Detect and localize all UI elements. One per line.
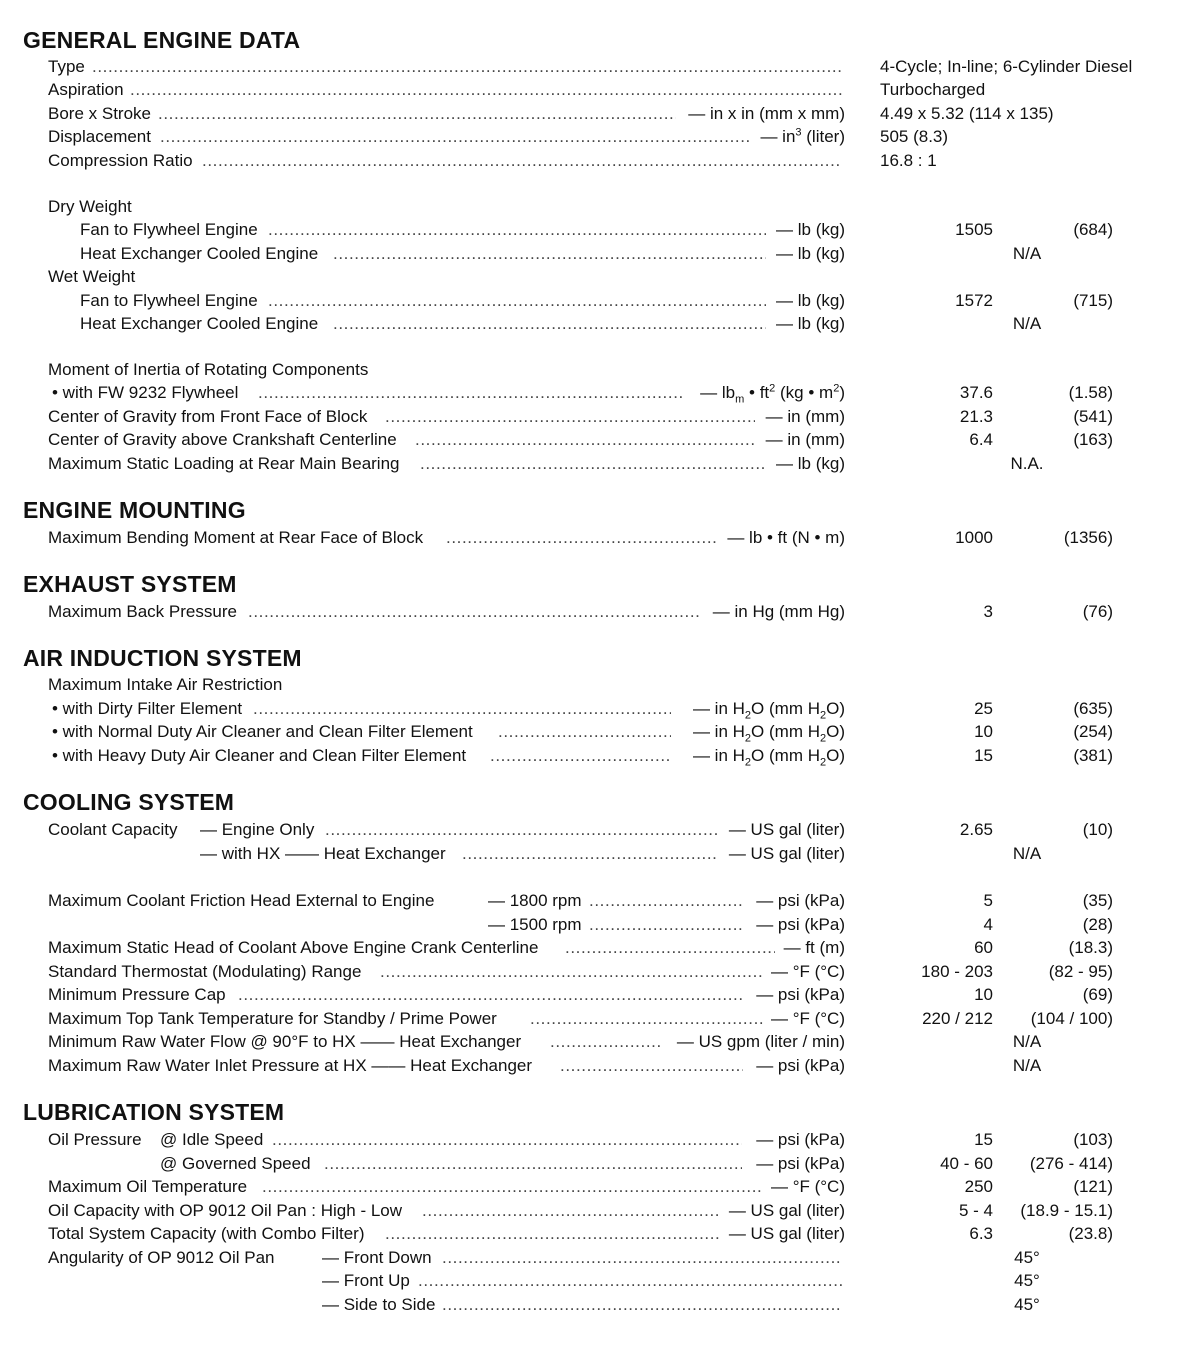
thermostat-label: Standard Thermostat (Modulating) Range [48,962,362,981]
normal-duty-metric: (254) [1073,722,1113,741]
cg-above-label: Center of Gravity above Crankshaft Centerline [48,430,397,449]
row-compression [0,150,1180,174]
row-angularity-front-up [0,1270,1180,1294]
wet-weight-label: Wet Weight [48,267,136,286]
row-bore-stroke [0,103,1180,127]
leader-dots [422,1200,719,1222]
row-moi-heading [0,359,1180,383]
leader-dots [385,406,755,428]
row-angularity-side [0,1294,1180,1318]
wet-hx-unit: — lb (kg) [776,314,845,333]
dry-hx-label: Heat Exchanger Cooled Engine [80,244,319,263]
leader-dots [333,313,766,335]
leader-dots [589,914,742,936]
oil-temp-unit: — °F (°C) [770,1177,845,1196]
bore-unit: — in x in (mm x mm) [688,104,845,123]
heavy-duty-label: • with Heavy Duty Air Cleaner and Clean Filter Element [52,746,467,765]
leader-dots [385,1223,719,1245]
bending-value: 1000 [955,528,993,547]
section-heading-lube: LUBRICATION SYSTEM [23,1099,285,1125]
front-down-label: — Front Down [322,1248,432,1267]
row-back-pressure [0,601,1180,625]
row-displacement [0,126,1180,150]
coolant-capacity-label: Coolant Capacity [48,820,178,839]
engine-only-label: — Engine Only [200,820,315,839]
oil-capacity-label: Oil Capacity with OP 9012 Oil Pan : High - Low [48,1201,403,1220]
front-down-value: 45° [1014,1248,1040,1267]
back-pressure-unit: — in Hg (mm Hg) [712,602,845,621]
cg-above-unit: — in (mm) [765,430,845,449]
row-static-loading [0,453,1180,477]
governed-speed-metric: (276 - 414) [1029,1154,1113,1173]
heavy-duty-unit: — in $H_2O$ (mm $H_2O$) [692,746,845,769]
leader-dots [498,721,671,743]
friction-1500-metric: (28) [1082,915,1113,934]
leader-dots [530,1008,763,1030]
displacement-value: 505 (8.3) [880,127,949,146]
leader-dots [333,243,766,265]
leader-dots [442,1294,842,1316]
heavy-duty-value: 15 [974,746,993,765]
normal-duty-unit: — in $H_2O$ (mm $H_2O$) [692,722,845,745]
row-dry-fan [0,219,1180,243]
raw-water-flow-unit: — US gpm (liter / min) [676,1032,845,1051]
type-value: 4-Cycle; In-line; 6-Cylinder Diesel [880,57,1133,76]
row-dry-weight [0,196,1180,220]
compression-value: 16.8 : 1 [880,151,937,170]
leader-dots [92,56,842,78]
row-bending-moment [0,527,1180,551]
dirty-filter-unit: — in $H_2O$ (mm $H_2O$) [692,699,845,722]
row-oil-temp [0,1176,1180,1200]
raw-water-flow-label: Minimum Raw Water Flow @ 90°F to HX —— Heat Exchanger [48,1032,522,1051]
top-tank-label: Maximum Top Tank Temperature for Standby / Prime Power [48,1009,497,1028]
leader-dots [490,745,671,767]
normal-duty-value: 10 [974,722,993,741]
section-heading-general: GENERAL ENGINE DATA [23,27,301,53]
raw-water-flow-value: N/A [1012,1032,1042,1051]
total-capacity-unit: — US gal (liter) [728,1224,845,1243]
back-pressure-label: Maximum Back Pressure [48,602,237,621]
leader-dots [550,1031,662,1053]
row-dry-hx [0,243,1180,267]
static-head-unit: — ft (m) [783,938,845,957]
normal-duty-label: • with Normal Duty Air Cleaner and Clean Filter Element [52,722,473,741]
top-tank-metric: (104 / 100) [1030,1009,1113,1028]
engine-only-metric: (10) [1082,820,1113,839]
row-oil-governed [0,1153,1180,1177]
row-pressure-cap [0,984,1180,1008]
intake-restriction-label: Maximum Intake Air Restriction [48,675,283,694]
dry-fan-metric: (684) [1073,220,1113,239]
leader-dots [253,698,671,720]
total-capacity-metric: (23.8) [1068,1224,1113,1243]
engine-only-unit: — US gal (liter) [728,820,845,839]
leader-dots [462,843,719,865]
leader-dots [272,1129,742,1151]
oil-temp-value: 250 [964,1177,993,1196]
side-to-side-value: 45° [1014,1295,1040,1314]
row-heavy-duty [0,745,1180,769]
oil-capacity-value: 5 - 4 [958,1201,993,1220]
dry-fan-label: Fan to Flywheel Engine [80,220,258,239]
total-capacity-label: Total System Capacity (with Combo Filter) [48,1224,365,1243]
bending-unit: — lb • ft (N • m) [727,528,845,547]
leader-dots [268,290,766,312]
row-total-capacity [0,1223,1180,1247]
dry-fan-unit: — lb (kg) [776,220,845,239]
cg-above-metric: (163) [1073,430,1113,449]
cg-front-metric: (541) [1073,407,1113,426]
with-hx-unit: — US gal (liter) [728,844,845,863]
type-label: Type [48,57,85,76]
front-up-value: 45° [1014,1271,1040,1290]
dry-hx-unit: — lb (kg) [776,244,845,263]
row-aspiration [0,79,1180,103]
bore-value: 4.49 x 5.32 (114 x 135) [880,104,1054,123]
leader-dots [238,984,743,1006]
row-oil-idle [0,1129,1180,1153]
row-thermostat [0,961,1180,985]
raw-water-pressure-unit: — psi (kPa) [756,1056,845,1075]
row-oil-capacity [0,1200,1180,1224]
compression-label: Compression Ratio [48,151,193,170]
friction-head-label: Maximum Coolant Friction Head External to Engine [48,891,435,910]
bore-label: Bore x Stroke [48,104,151,123]
aspiration-label: Aspiration [48,80,124,99]
wet-hx-value: N/A [1012,314,1042,333]
oil-capacity-metric: (18.9 - 15.1) [1020,1201,1113,1220]
cg-front-value: 21.3 [959,407,993,426]
row-friction-1500 [0,914,1180,938]
row-friction-1800 [0,890,1180,914]
row-wet-weight [0,266,1180,290]
pressure-cap-metric: (69) [1082,985,1113,1004]
leader-dots [325,819,719,841]
row-normal-duty [0,721,1180,745]
leader-dots [565,937,775,959]
row-cg-front [0,406,1180,430]
section-heading-air: AIR INDUCTION SYSTEM [23,645,302,671]
row-intake-restriction [0,674,1180,698]
wet-fan-label: Fan to Flywheel Engine [80,291,258,310]
moi-unit: — $lb_m$ • $ft^2$ (kg • $m^2$) [700,382,845,406]
idle-speed-value: 15 [974,1130,993,1149]
leader-dots [258,382,682,404]
leader-dots [324,1153,742,1175]
row-coolant-engine-only [0,819,1180,843]
back-pressure-value: 3 [983,602,993,621]
oil-temp-metric: (121) [1073,1177,1113,1196]
aspiration-value: Turbocharged [880,80,986,99]
section-heading-exhaust: EXHAUST SYSTEM [23,571,237,597]
top-tank-value: 220 / 212 [922,1009,993,1028]
moi-value: 37.6 [959,383,993,402]
row-raw-water-pressure [0,1055,1180,1079]
friction-1800-label: — 1800 rpm [488,891,582,910]
friction-1800-unit: — psi (kPa) [756,891,845,910]
moi-fw-label: • with FW 9232 Flywheel [52,383,239,402]
front-up-label: — Front Up [322,1271,410,1290]
leader-dots [158,103,676,125]
raw-water-pressure-value: N/A [1012,1056,1042,1075]
oil-pressure-label: Oil Pressure [48,1130,142,1149]
governed-speed-label: @ Governed Speed [160,1154,311,1173]
wet-fan-metric: (715) [1073,291,1113,310]
leader-dots [589,890,742,912]
bending-metric: (1356) [1063,528,1113,547]
row-static-head [0,937,1180,961]
friction-1800-value: 5 [983,891,993,910]
oil-capacity-unit: — US gal (liter) [728,1201,845,1220]
with-hx-label: — with HX —— Heat Exchanger [200,844,446,863]
pressure-cap-label: Minimum Pressure Cap [48,985,226,1004]
with-hx-value: N/A [1012,844,1042,863]
wet-fan-unit: — lb (kg) [776,291,845,310]
section-heading-cooling: COOLING SYSTEM [23,789,235,815]
static-head-label: Maximum Static Head of Coolant Above Engine Crank Centerline [48,938,539,957]
leader-dots [160,126,752,148]
static-head-value: 60 [974,938,993,957]
cg-above-value: 6.4 [969,430,993,449]
thermostat-unit: — °F (°C) [770,962,845,981]
thermostat-value: 180 - 203 [921,962,993,981]
row-wet-hx [0,313,1180,337]
static-loading-unit: — lb (kg) [776,454,845,473]
raw-water-pressure-label: Maximum Raw Water Inlet Pressure at HX —— Heat Exchanger [48,1056,533,1075]
moi-label: Moment of Inertia of Rotating Components [48,360,369,379]
idle-speed-metric: (103) [1073,1130,1113,1149]
wet-fan-value: 1572 [955,291,993,310]
leader-dots [418,1270,842,1292]
static-head-metric: (18.3) [1068,938,1113,957]
row-top-tank [0,1008,1180,1032]
dirty-filter-value: 25 [974,699,993,718]
friction-1500-value: 4 [983,915,993,934]
leader-dots [560,1055,743,1077]
leader-dots [248,601,700,623]
idle-speed-unit: — psi (kPa) [756,1130,845,1149]
total-capacity-value: 6.3 [969,1224,993,1243]
dry-hx-value: N/A [1012,244,1042,263]
leader-dots [442,1247,842,1269]
idle-speed-label: @ Idle Speed [160,1130,264,1149]
heavy-duty-metric: (381) [1073,746,1113,765]
side-to-side-label: — Side to Side [322,1295,436,1314]
leader-dots [268,219,766,241]
row-raw-water-flow [0,1031,1180,1055]
thermostat-metric: (82 - 95) [1048,962,1113,981]
friction-1500-label: — 1500 rpm [488,915,582,934]
displacement-label: Displacement [48,127,151,146]
cg-front-label: Center of Gravity from Front Face of Block [48,407,368,426]
leader-dots [380,961,763,983]
row-angularity-front-down [0,1247,1180,1271]
leader-dots [130,79,842,101]
row-coolant-hx [0,843,1180,867]
leader-dots [446,527,716,549]
leader-dots [415,429,755,451]
row-dirty-filter [0,698,1180,722]
bending-label: Maximum Bending Moment at Rear Face of Block [48,528,424,547]
angularity-label: Angularity of OP 9012 Oil Pan [48,1248,275,1267]
row-cg-above [0,429,1180,453]
pressure-cap-value: 10 [974,985,993,1004]
section-heading-mounting: ENGINE MOUNTING [23,497,246,523]
oil-temp-label: Maximum Oil Temperature [48,1177,248,1196]
cg-front-unit: — in (mm) [765,407,845,426]
row-moi-flywheel [0,382,1180,406]
dirty-filter-metric: (635) [1073,699,1113,718]
engine-only-value: 2.65 [959,820,993,839]
dry-weight-label: Dry Weight [48,197,132,216]
moi-metric: (1.58) [1068,383,1113,402]
static-loading-value: N.A. [1010,454,1044,473]
dirty-filter-label: • with Dirty Filter Element [52,699,243,718]
displacement-unit: — $in^3$ (liter) [760,126,845,146]
dry-fan-value: 1505 [955,220,993,239]
leader-dots [420,453,766,475]
static-loading-label: Maximum Static Loading at Rear Main Bearing [48,454,400,473]
row-type [0,56,1180,80]
friction-1800-metric: (35) [1082,891,1113,910]
wet-hx-label: Heat Exchanger Cooled Engine [80,314,319,333]
friction-1500-unit: — psi (kPa) [756,915,845,934]
back-pressure-metric: (76) [1082,602,1113,621]
governed-speed-value: 40 - 60 [940,1154,993,1173]
pressure-cap-unit: — psi (kPa) [756,985,845,1004]
top-tank-unit: — °F (°C) [770,1009,845,1028]
row-wet-fan [0,290,1180,314]
governed-speed-unit: — psi (kPa) [756,1154,845,1173]
leader-dots [262,1176,763,1198]
leader-dots [202,150,842,172]
